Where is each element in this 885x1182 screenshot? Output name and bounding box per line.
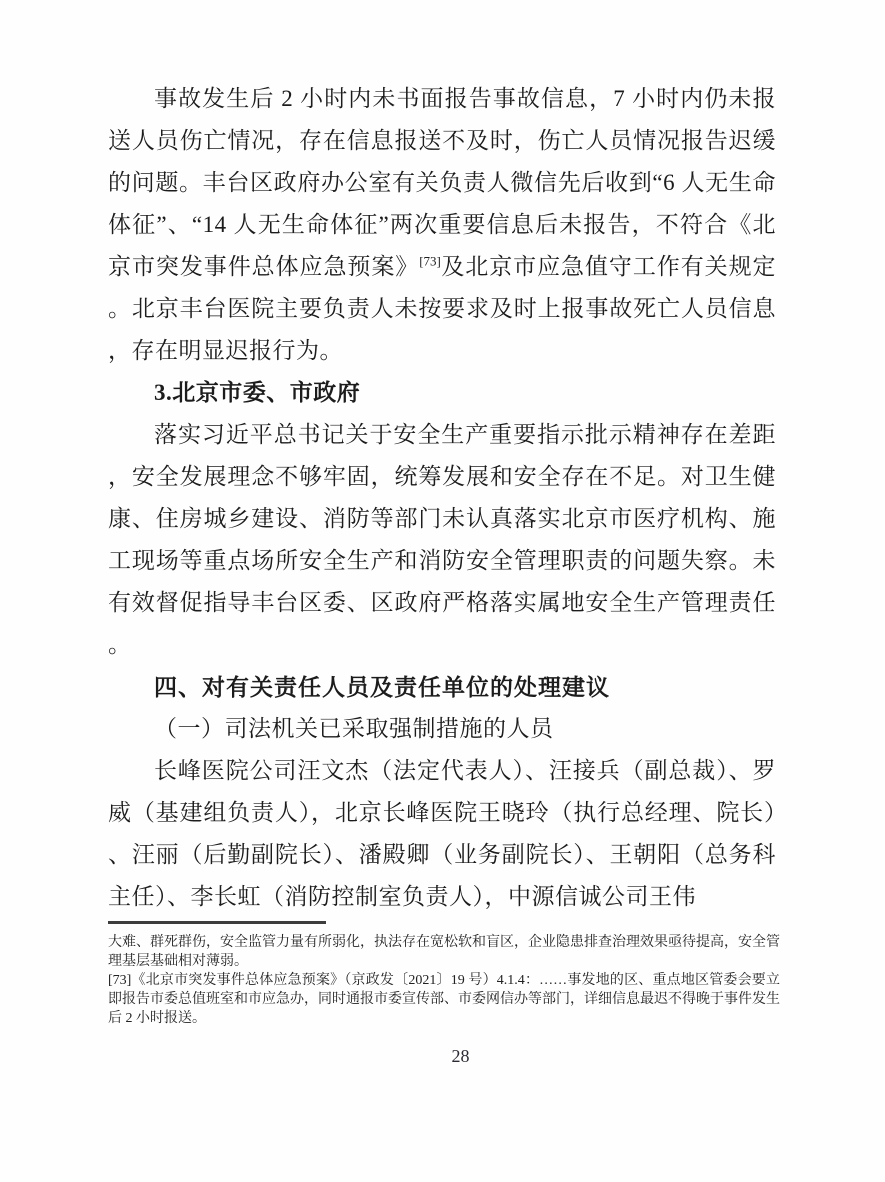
paragraph-personnel-list: 长峰医院公司汪文杰（法定代表人）、汪接兵（副总裁）、罗威（基建组负责人），北京长峰医院王晓玲（执行总经理、院长）、汪丽（后勤副院长）、潘殿卿（业务副院长）、王朝阳（总务科主任）、李长虹（消防控制室负责人），中源信诚公司王伟 [108,758,776,909]
footnote-73-text: [73]《北京市突发事件总体应急预案》（京政发〔2021〕19 号）4.1.4：……事发地的区、重点地区管委会要立即报告市委总值班室和市应急办，同时通报市委宣传部、市委网信办等部门，详细信息最迟不得晚于事件发生后 2 小时报送。 [108,973,780,1026]
body-text-column [108,78,776,918]
footnote-block [108,921,780,1028]
footnote-73-reference: [73] [419,253,441,269]
footnote-separator-rule [108,921,326,924]
paragraph-municipal-responsibility: 落实习近平总书记关于安全生产重要指示批示精神存在差距，安全发展理念不够牢固，统筹发展和安全存在不足。对卫生健康、住房城乡建设、消防等部门未认真落实北京市医疗机构、施工现场等重点场所安全生产和消防安全管理职责的问题失察。未有效督促指导丰台区委、区政府严格落实属地安全生产管理责任。 [108,422,776,657]
paragraph-text: 事故发生后 2 小时内未书面报告事故信息，7 小时内仍未报送人员伤亡情况，存在信息报送不及时，伤亡人员情况报告迟缓的问题。丰台区政府办公室有关负责人微信先后收到“6 人无生命体征”、“14 人无生命体征”两次重要信息后未报告，不符合《北京市突发事件总体应急预案》 [108,86,776,279]
heading-4-handling-recommendations: 四、对有关责任人员及责任单位的处理建议 [154,674,610,700]
footnote-carryover-text: 大难、群死群伤，安全监管力量有所弱化，执法存在宽松软和盲区，企业隐患排查治理效果亟待提高，安全管理基层基础相对薄弱。 [108,935,780,969]
page-number: 28 [451,1046,470,1066]
paragraph-text: 及北京市应急值守工作有关规定。北京丰台医院主要负责人未按要求及时上报事故死亡人员信息，存在明显迟报行为。 [108,254,776,363]
subheading-judicial-measures-personnel: （一）司法机关已采取强制措施的人员 [154,716,554,741]
paragraph-report-delay [108,78,776,372]
heading-3-beijing-municipal: 3.北京市委、市政府 [154,380,361,405]
